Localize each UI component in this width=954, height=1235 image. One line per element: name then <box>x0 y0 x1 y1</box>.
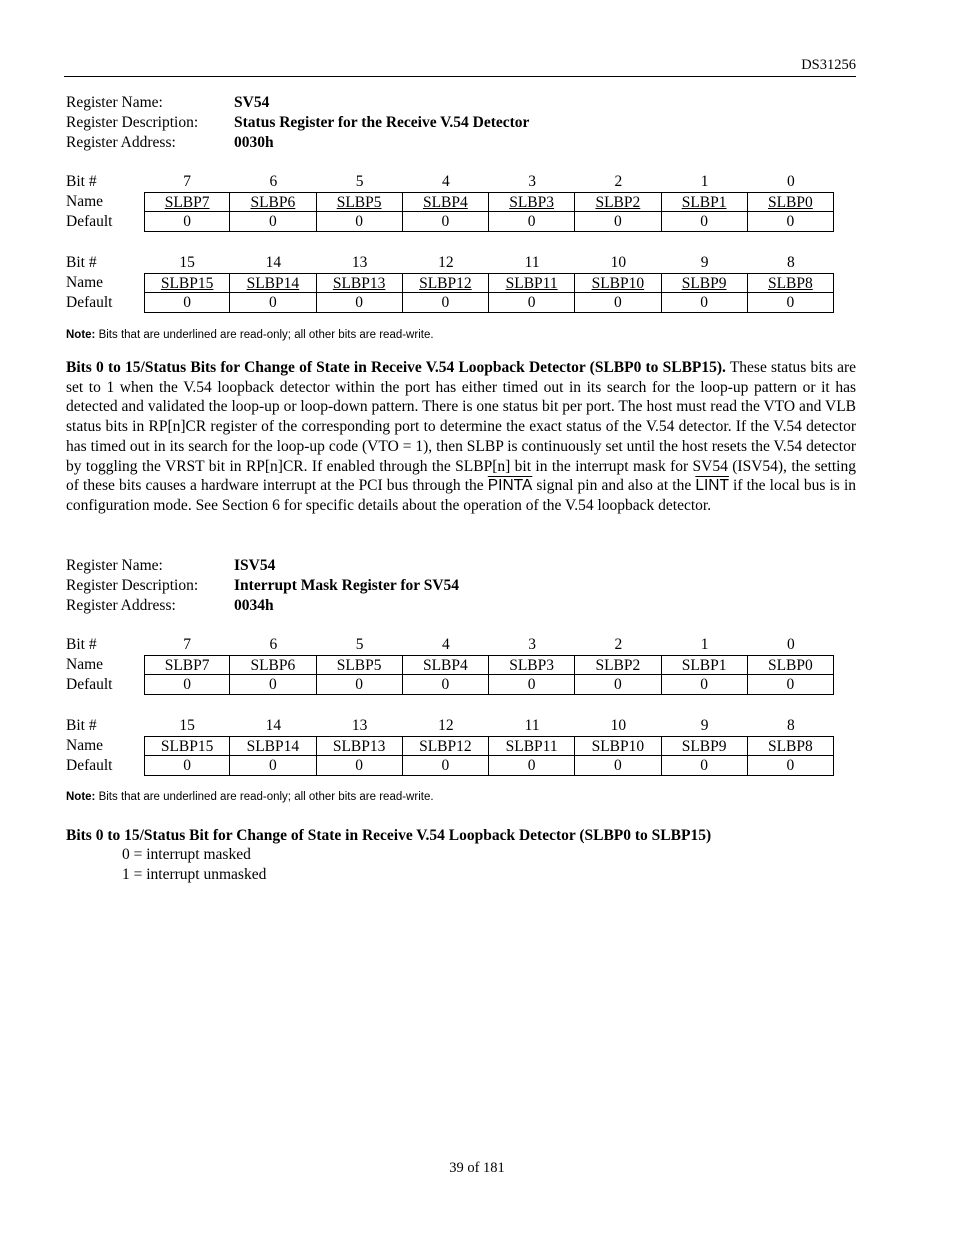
bit-number: 13 <box>351 717 368 734</box>
bit-number: 7 <box>183 636 191 653</box>
bit-name: SLBP13 <box>317 736 403 756</box>
pinta-signal: PINTA <box>487 477 533 495</box>
note-prefix: Note: <box>66 791 96 803</box>
bit-default: 0 <box>575 675 661 695</box>
bit-name: SLBP10 <box>591 275 645 292</box>
description-heading: Bits 0 to 15/Status Bits for Change of State in Receive V.54 Loopback Detector (SLBP0 to SLBP15). <box>66 359 726 376</box>
row-label-name: Name <box>66 193 104 210</box>
note-text: Bits that are underlined are read-only; all other bits are read-write. <box>95 329 434 341</box>
bit-number: 9 <box>700 717 709 734</box>
bit-name: SLBP5 <box>317 655 403 675</box>
register-name: ISV54 <box>234 557 276 574</box>
bit-number: 14 <box>265 254 282 271</box>
bit-default: 0 <box>317 293 403 313</box>
sv54-bit-description <box>66 358 856 516</box>
bit-default: 0 <box>575 212 661 232</box>
isv54-bit-table-low <box>66 635 836 695</box>
bit-name: SLBP1 <box>681 194 727 211</box>
bit-default: 0 <box>230 756 316 776</box>
bit-default: 0 <box>662 756 748 776</box>
bit-default: 0 <box>403 756 489 776</box>
isv54-def-unmasked: 1 = interrupt unmasked <box>122 866 267 883</box>
register-address: 0030h <box>234 134 274 151</box>
bit-name: SLBP7 <box>164 194 210 211</box>
row-label-default: Default <box>66 676 113 693</box>
bit-default: 0 <box>662 212 748 232</box>
bit-name: SLBP1 <box>662 655 748 675</box>
note-prefix: Note: <box>66 329 96 341</box>
bit-name-cell <box>662 273 748 293</box>
bit-number: 10 <box>610 254 627 271</box>
register-description-label: Register Description: <box>66 114 199 131</box>
bit-default: 0 <box>662 293 748 313</box>
bit-number: 12 <box>438 254 454 271</box>
bit-name: SLBP0 <box>767 194 813 211</box>
bit-default: 0 <box>317 212 403 232</box>
bit-name: SLBP4 <box>422 194 468 211</box>
bit-name: SLBP3 <box>509 194 555 211</box>
bit-name: SLBP11 <box>505 275 558 292</box>
bit-default: 0 <box>662 675 748 695</box>
row-label-name: Name <box>66 274 104 291</box>
bit-number: 15 <box>179 254 195 271</box>
register-description: Interrupt Mask Register for SV54 <box>234 577 460 594</box>
row-label-bit: Bit # <box>66 636 97 653</box>
bit-name: SLBP10 <box>575 736 661 756</box>
bit-default: 0 <box>144 756 230 776</box>
register-address-label: Register Address: <box>66 134 176 151</box>
isv54-bit-heading: Bits 0 to 15/Status Bit for Change of State in Receive V.54 Loopback Detector (SLBP0 to SLBP15) <box>66 827 712 844</box>
bit-name: SLBP14 <box>246 275 300 292</box>
bit-name-cell <box>489 273 575 293</box>
bit-default: 0 <box>489 756 575 776</box>
register-description: Status Register for the Receive V.54 Detector <box>234 114 530 131</box>
bit-number: 7 <box>183 173 191 190</box>
register-name: SV54 <box>234 94 270 111</box>
bit-name: SLBP11 <box>489 736 575 756</box>
sv54-bit-table-high <box>66 253 836 313</box>
bit-number: 2 <box>614 636 623 653</box>
bit-default: 0 <box>317 675 403 695</box>
bit-default: 0 <box>748 212 834 232</box>
bit-default: 0 <box>144 293 230 313</box>
bit-number: 8 <box>787 717 795 734</box>
bit-default: 0 <box>489 293 575 313</box>
bit-name: SLBP15 <box>144 736 230 756</box>
bit-name-cell <box>575 273 661 293</box>
description-text: if the local bus is in configuration mode. See Section 6 for specific details about the operation of the V.54 loopback detector. <box>66 477 856 514</box>
bit-number: 5 <box>355 173 364 190</box>
row-label-default: Default <box>66 294 113 311</box>
bit-number: 9 <box>700 254 709 271</box>
bit-default: 0 <box>144 212 230 232</box>
register-name-label: Register Name: <box>66 557 163 574</box>
bit-name-cell <box>144 273 230 293</box>
bit-number: 10 <box>610 717 627 734</box>
bit-name: SLBP9 <box>681 275 727 292</box>
bit-name-cell <box>489 192 575 212</box>
bit-default: 0 <box>403 675 489 695</box>
bit-default: 0 <box>230 293 316 313</box>
row-label-name: Name <box>66 656 104 673</box>
bit-number: 14 <box>265 717 282 734</box>
bit-name-cell <box>230 273 316 293</box>
bit-number: 5 <box>355 636 364 653</box>
bit-default: 0 <box>748 756 834 776</box>
page-number: 39 of 181 <box>449 1160 505 1176</box>
bit-default: 0 <box>144 675 230 695</box>
isv54-bit-table-high <box>66 716 836 776</box>
bit-name: SLBP3 <box>489 655 575 675</box>
bit-default: 0 <box>748 675 834 695</box>
bit-name: SLBP8 <box>767 275 813 292</box>
bit-name-cell <box>403 273 489 293</box>
bit-name-cell <box>317 273 403 293</box>
bit-name-cell <box>662 192 748 212</box>
description-text: These status bits are set to 1 when the V.54 loopback detector within the port has either timed out in its search for the loop-up pattern or it has detected and validated the loop-up or loop-down pattern. There is one status bit per port. The host must read the VTO and VLB status bits in RP[n]CR register of the corresponding port to determine the exact status of the V.54 detector. If the V.54 detector has timed out in its search for the loop-up code (VTO = 1), then SLBP is continuously set until the host resets the V.54 detector by toggling the VRST bit in RP[n]CR. If enabled through the SLBP[n] bit in the interrupt mask for SV54 (ISV54), the setting of these bits causes a hardware interrupt at the PCI bus through the <box>66 359 856 495</box>
bit-default: 0 <box>748 293 834 313</box>
bit-name-cell <box>230 192 316 212</box>
bit-default: 0 <box>317 756 403 776</box>
bit-number: 15 <box>179 717 195 734</box>
isv54-note <box>66 791 434 803</box>
bit-number: 8 <box>787 254 795 271</box>
bit-default: 0 <box>489 675 575 695</box>
row-label-bit: Bit # <box>66 717 97 734</box>
bit-default: 0 <box>575 756 661 776</box>
bit-name: SLBP5 <box>336 194 382 211</box>
header-rule <box>64 76 856 77</box>
bit-name-cell <box>144 192 230 212</box>
bit-name-cell <box>748 192 834 212</box>
description-text: signal pin and also at the <box>532 477 696 495</box>
sv54-bit-table-low <box>66 172 836 232</box>
bit-number: 3 <box>528 636 536 653</box>
bit-name: SLBP8 <box>748 736 834 756</box>
document-id: DS31256 <box>801 57 856 73</box>
sv54-note <box>66 329 434 341</box>
isv54-def-masked: 0 = interrupt masked <box>122 846 251 863</box>
bit-name: SLBP9 <box>662 736 748 756</box>
lint-signal: LINT <box>695 477 729 495</box>
bit-number: 4 <box>442 173 450 190</box>
bit-default: 0 <box>403 212 489 232</box>
register-address-label: Register Address: <box>66 597 176 614</box>
bit-number: 11 <box>524 717 540 734</box>
bit-number: 12 <box>438 717 454 734</box>
row-label-default: Default <box>66 213 113 230</box>
bit-name-cell <box>403 192 489 212</box>
bit-number: 2 <box>614 173 623 190</box>
register-description-label: Register Description: <box>66 577 199 594</box>
row-label-default: Default <box>66 757 113 774</box>
bit-name: SLBP14 <box>230 736 316 756</box>
row-label-bit: Bit # <box>66 173 97 190</box>
bit-default: 0 <box>230 212 316 232</box>
isv54-register-info <box>66 556 459 616</box>
bit-number: 3 <box>528 173 536 190</box>
bit-number: 4 <box>442 636 450 653</box>
note-text: Bits that are underlined are read-only; all other bits are read-write. <box>95 791 434 803</box>
bit-number: 1 <box>700 636 709 653</box>
bit-name: SLBP7 <box>144 655 230 675</box>
bit-name-cell <box>575 192 661 212</box>
bit-number: 0 <box>787 173 795 190</box>
bit-default: 0 <box>489 212 575 232</box>
bit-default: 0 <box>230 675 316 695</box>
bit-number: 1 <box>700 173 709 190</box>
bit-name: SLBP2 <box>595 194 641 211</box>
bit-number: 6 <box>269 173 278 190</box>
bit-name: SLBP13 <box>332 275 386 292</box>
register-name-label: Register Name: <box>66 94 163 111</box>
bit-number: 11 <box>524 254 540 271</box>
sv54-register-info <box>66 93 529 153</box>
row-label-bit: Bit # <box>66 254 97 271</box>
bit-name-cell <box>748 273 834 293</box>
bit-default: 0 <box>575 293 661 313</box>
bit-name: SLBP0 <box>748 655 834 675</box>
bit-name: SLBP2 <box>575 655 661 675</box>
bit-name: SLBP6 <box>250 194 296 211</box>
bit-name: SLBP12 <box>403 736 489 756</box>
bit-name-cell <box>317 192 403 212</box>
bit-number: 6 <box>269 636 278 653</box>
bit-number: 13 <box>351 254 368 271</box>
bit-name: SLBP12 <box>419 275 472 292</box>
row-label-name: Name <box>66 737 104 754</box>
bit-default: 0 <box>403 293 489 313</box>
bit-name: SLBP15 <box>160 275 214 292</box>
bit-name: SLBP6 <box>230 655 316 675</box>
bit-number: 0 <box>787 636 795 653</box>
bit-name: SLBP4 <box>403 655 489 675</box>
register-address: 0034h <box>234 597 274 614</box>
